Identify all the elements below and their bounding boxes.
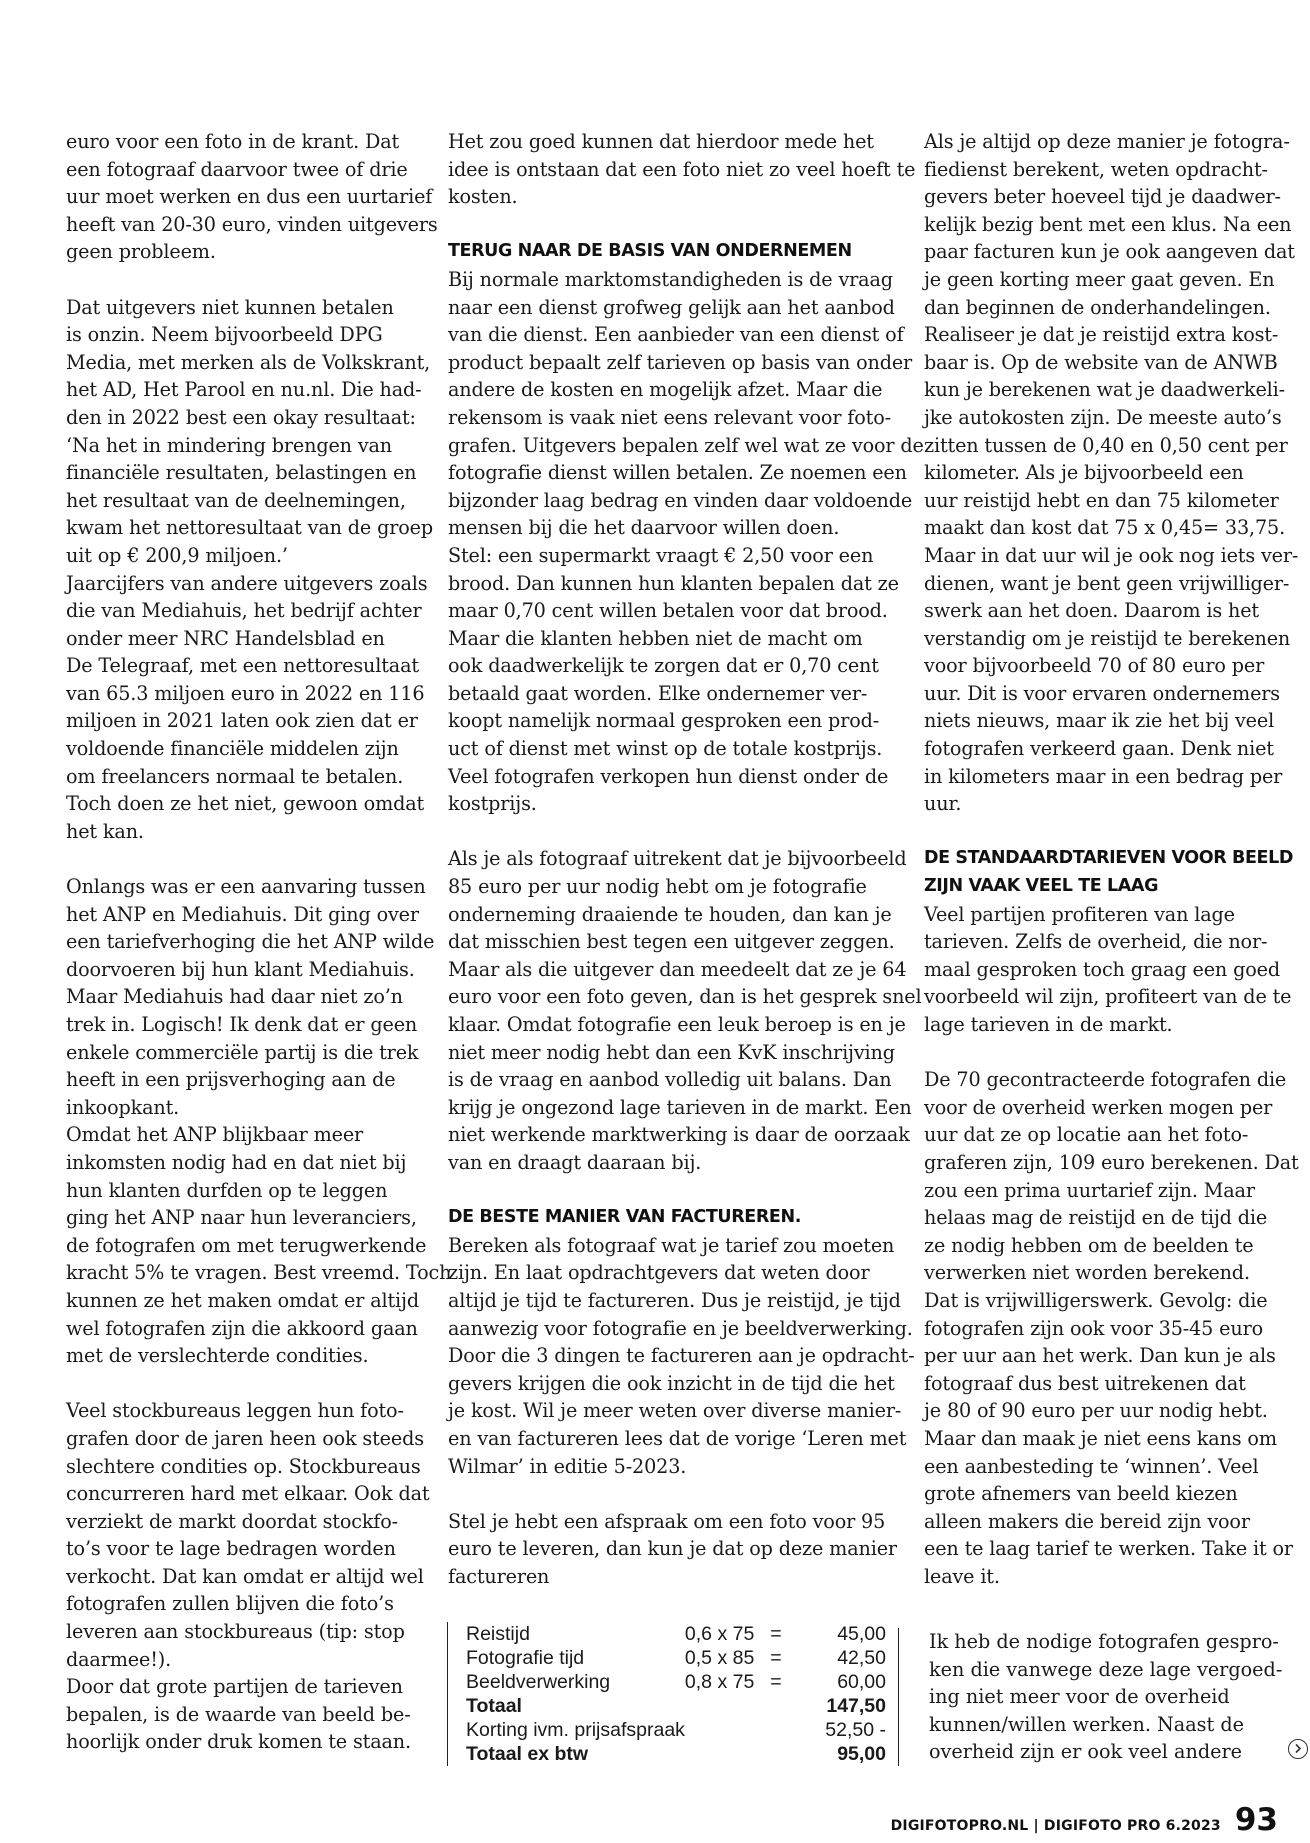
text-line: Bereken als fotograaf wat je tarief zou moeten <box>448 1233 895 1257</box>
text-line: trek in. Logisch! Ik denk dat er geen <box>66 1013 418 1036</box>
invoice-amount: 52,50 - <box>825 1719 886 1741</box>
text-line: van 65.3 miljoen euro in 2022 en 116 <box>66 681 425 705</box>
paragraph-break <box>924 1039 1294 1067</box>
text-line: Maar Mediahuis had daar niet zo’n <box>66 985 403 1009</box>
invoice-row <box>466 1718 886 1742</box>
text-line: lage tarieven in de markt. <box>924 1013 1173 1036</box>
section-heading: DE STANDAARDTARIEVEN VOOR BEELD <box>924 848 1293 869</box>
invoice-label: Totaal <box>466 1695 522 1717</box>
paragraph-break <box>448 1177 896 1205</box>
text-line: tarieven. Zelfs de overheid, die nor- <box>924 930 1268 954</box>
text-line: bepalen, is de waarde van beeld be- <box>66 1702 411 1726</box>
text-line: Wilmar’ in editie 5-2023. <box>448 1454 687 1478</box>
text-line: uur. Dit is voor ervaren ondernemers <box>924 681 1280 705</box>
invoice-row <box>466 1694 886 1718</box>
invoice-label: Totaal ex btw <box>466 1743 589 1765</box>
text-line: om freelancers normaal te betalen. <box>66 764 404 788</box>
text-line: daarmee!). <box>66 1647 172 1671</box>
text-line: Stel: een supermarkt vraagt € 2,50 voor een <box>448 543 874 567</box>
text-line: maar 0,70 cent willen betalen voor dat brood. <box>448 599 888 623</box>
text-line: niets nieuws, maar ik zie het bij veel <box>924 709 1275 733</box>
text-line: het ANP en Mediahuis. Dit ging over <box>66 902 419 926</box>
text-line: leave it. <box>924 1564 1000 1588</box>
text-line: Als je altijd op deze manier je fotogra- <box>924 130 1290 153</box>
text-line: onderneming draaiende te houden, dan kan je <box>448 902 892 926</box>
invoice-equals: = <box>770 1623 782 1645</box>
text-line: dan beginnen de onderhandelingen. <box>924 295 1271 319</box>
text-line: zitten tussen de 0,40 en 0,50 cent per <box>924 433 1288 457</box>
article-column-1 <box>66 128 452 1756</box>
text-line: betaald gaat worden. Elke ondernemer ver- <box>448 681 868 705</box>
text-line: verwerken niet worden berekend. <box>924 1261 1250 1285</box>
text-line: en van factureren lees dat de vorige ‘Leren met <box>448 1426 907 1450</box>
text-line: euro te leveren, dan kun je dat op deze manier <box>448 1537 897 1561</box>
paragraph-break <box>66 266 418 294</box>
text-line: Ik heb de nodige fotografen gespro- <box>929 1630 1279 1653</box>
page-footer <box>891 1802 1278 1836</box>
text-line: ‘Na het in mindering brengen van <box>66 433 393 457</box>
text-line: Als je als fotograaf uitrekent dat je bijvoorbeeld <box>448 847 907 871</box>
text-line: fotografen zijn ook voor 35-45 euro <box>924 1316 1264 1340</box>
text-line: kostprijs. <box>448 792 537 816</box>
article-column-2 <box>448 128 924 1590</box>
text-line: het kan. <box>66 819 144 843</box>
text-line: miljoen in 2021 laten ook zien dat er <box>66 709 418 733</box>
section-heading: ZIJN VAAK VEEL TE LAAG <box>924 876 1159 897</box>
text-line: zijn. En laat opdrachtgevers dat weten door <box>448 1261 870 1285</box>
text-line: maakt dan kost dat 75 x 0,45= 33,75. <box>924 516 1286 540</box>
text-line: financiële resultaten, belastingen en <box>66 461 417 485</box>
text-line: je kost. Wil je meer weten over diverse manier- <box>448 1399 902 1423</box>
invoice-label: Reistijd <box>466 1623 530 1645</box>
text-line: onder meer NRC Handelsblad en <box>66 626 385 650</box>
text-line: brood. Dan kunnen hun klanten bepalen dat ze <box>448 571 899 595</box>
text-line: fotografie dienst willen betalen. Ze noemen een <box>448 461 907 485</box>
text-line: Maar als die uitgever dan meedeelt dat ze je 64 <box>448 957 907 981</box>
invoice-example-table <box>447 1622 886 1766</box>
invoice-calc: 0,8 x 75 <box>684 1671 755 1693</box>
text-line: dat misschien best tegen een uitgever zeggen. <box>448 930 895 954</box>
text-line: Onlangs was er een aanvaring tussen <box>66 875 426 899</box>
text-line: kunnen ze het maken omdat er altijd <box>66 1288 419 1312</box>
text-line: andere de kosten en mogelijk afzet. Maar die <box>448 378 883 402</box>
text-line: Toch doen ze het niet, gewoon omdat <box>66 792 425 816</box>
text-line: ook daadwerkelijk te zorgen dat er 0,70 cent <box>448 654 879 678</box>
text-line: Maar dan maak je niet eens kans om <box>924 1426 1277 1450</box>
text-line: alleen makers die bereid zijn voor <box>924 1509 1250 1533</box>
text-line: die van Mediahuis, het bedrijf achter <box>66 599 422 623</box>
text-line: aanwezig voor fotografie en je beeldverwerking. <box>448 1316 913 1340</box>
invoice-row <box>466 1622 886 1646</box>
text-line: Dat is vrijwilligerswerk. Gevolg: die <box>924 1288 1268 1312</box>
text-line: uct of dienst met winst op de totale kostprijs. <box>448 737 883 761</box>
text-line: de fotografen om met terugwerkende <box>66 1233 427 1257</box>
invoice-row <box>466 1646 886 1670</box>
text-line: idee is ontstaan dat een foto niet zo veel hoeft te <box>448 157 916 181</box>
text-line: een tariefverhoging die het ANP wilde <box>66 930 435 954</box>
text-line: mensen bij die het daarvoor willen doen. <box>448 516 840 540</box>
paragraph-break <box>448 818 896 846</box>
text-line: Bij normale marktomstandigheden is de vraag <box>448 267 893 291</box>
text-line: uur. <box>924 792 962 816</box>
paragraph-break <box>66 1370 418 1398</box>
invoice-calc: 0,5 x 85 <box>684 1647 755 1669</box>
text-line: overheid zijn er ook veel andere <box>929 1740 1243 1764</box>
text-line: een fotograaf daarvoor twee of drie <box>66 157 408 181</box>
text-line: swerk aan het doen. Daarom is het <box>924 599 1259 623</box>
text-line: fotografen verkeerd gaan. Denk niet <box>924 737 1274 761</box>
text-line: Veel stockbureaus leggen hun foto- <box>66 1399 404 1423</box>
page-number: 93 <box>1234 1802 1278 1838</box>
invoice-row <box>466 1742 886 1766</box>
text-line: Media, met merken als de Volkskrant, <box>66 350 431 374</box>
text-line: De Telegraaf, met een nettoresultaat <box>66 654 419 678</box>
invoice-calc <box>685 1742 770 1766</box>
text-line: wel fotografen zijn die akkoord gaan <box>66 1316 418 1340</box>
text-line: kunnen/willen werken. Naast de <box>929 1712 1244 1736</box>
text-line: inkomsten nodig had en dat niet bij <box>66 1150 407 1174</box>
text-line: het resultaat van de deelnemingen, <box>66 488 406 512</box>
text-line: gevers beter hoeveel tijd je daadwer- <box>924 185 1281 209</box>
paragraph-break <box>924 818 1294 846</box>
text-line: Realiseer je dat je reistijd extra kost- <box>924 323 1279 347</box>
invoice-amount: 45,00 <box>837 1623 886 1645</box>
text-line: hun klanten durfden op te leggen <box>66 1178 388 1202</box>
text-line: geen probleem. <box>66 240 216 264</box>
text-line: voor bijvoorbeeld 70 of 80 euro per <box>924 654 1265 678</box>
paragraph-break <box>448 211 896 239</box>
text-line: kwam het nettoresultaat van de groep <box>66 516 433 540</box>
text-line: Maar die klanten hebben niet de macht om <box>448 626 863 650</box>
text-line: slechtere condities op. Stockbureaus <box>66 1454 421 1478</box>
text-line: verkocht. Dat kan omdat er altijd wel <box>66 1564 424 1588</box>
continue-arrow-icon <box>1288 1739 1308 1759</box>
text-line: leveren aan stockbureaus (tip: stop <box>66 1620 405 1644</box>
invoice-equals <box>770 1718 802 1742</box>
text-line: heeft van 20-30 euro, vinden uitgevers <box>66 212 438 236</box>
text-line: Het zou goed kunnen dat hierdoor mede het <box>448 130 874 153</box>
text-line: helaas mag de reistijd en de tijd die <box>924 1206 1268 1230</box>
text-line: Stel je hebt een afspraak om een foto voor 95 <box>448 1509 886 1533</box>
text-line: verziekt de markt doordat stockfo- <box>66 1509 398 1533</box>
text-line: het AD, Het Parool en nu.nl. Die had- <box>66 378 422 402</box>
text-line: uur dat ze op locatie aan het foto- <box>924 1123 1249 1147</box>
invoice-amount: 147,50 <box>826 1695 886 1717</box>
text-line: niet meer nodig hebt dan een KvK inschrijving <box>448 1040 895 1064</box>
text-line: voldoende financiële middelen zijn <box>66 737 399 761</box>
invoice-equals: = <box>770 1647 782 1669</box>
text-line: voorbeeld wil zijn, profiteert van de te <box>924 985 1292 1009</box>
text-line: klaar. Omdat fotografie een leuk beroep is en je <box>448 1013 906 1036</box>
text-line: Veel partijen profiteren van lage <box>924 902 1235 926</box>
invoice-amount: 60,00 <box>837 1671 886 1693</box>
sidebar-note <box>898 1628 1283 1766</box>
text-line: grafen. Uitgevers bepalen zelf wel wat ze voor de <box>448 433 924 457</box>
footer-source: DIGIFOTOPRO.NL | DIGIFOTO PRO 6.2023 <box>890 1818 1221 1834</box>
text-line: kilometer. Als je bijvoorbeeld een <box>924 461 1244 485</box>
text-line: concurreren hard met elkaar. Ook dat <box>66 1482 430 1506</box>
invoice-calc <box>685 1718 770 1742</box>
invoice-calc: 0,6 x 75 <box>684 1623 755 1645</box>
text-line: per uur aan het werk. Dan kun je als <box>924 1344 1276 1368</box>
text-line: Maar in dat uur wil je ook nog iets ver- <box>924 543 1299 567</box>
invoice-amount: 95,00 <box>837 1743 886 1765</box>
text-line: 85 euro per uur nodig hebt om je fotografie <box>448 875 867 899</box>
text-line: Door dat grote partijen de tarieven <box>66 1675 403 1699</box>
text-line: je 80 of 90 euro per uur nodig hebt. <box>924 1399 1268 1423</box>
invoice-amount: 42,50 <box>837 1647 886 1669</box>
text-line: ing niet meer voor de overheid <box>929 1685 1230 1709</box>
text-line: kelijk bezig bent met een klus. Na een <box>924 212 1292 236</box>
text-line: van die dienst. Een aanbieder van een dienst of <box>448 323 904 347</box>
invoice-equals <box>770 1694 802 1718</box>
text-line: in kilometers maar in een bedrag per <box>924 764 1283 788</box>
text-line: ze nodig hebben om de beelden te <box>924 1233 1254 1257</box>
text-line: Door die 3 dingen te factureren aan je opdracht- <box>448 1344 915 1368</box>
text-line: graferen zijn, 109 euro berekenen. Dat <box>924 1150 1299 1174</box>
text-line: jke autokosten zijn. De meeste auto’s <box>924 405 1282 429</box>
invoice-label: Beeldverwerking <box>466 1671 611 1693</box>
text-line: van en draagt daaraan bij. <box>448 1150 702 1174</box>
text-line: met de verslechterde condities. <box>66 1344 369 1368</box>
text-line: to’s voor te lage bedragen worden <box>66 1537 396 1561</box>
text-line: altijd je tijd te factureren. Dus je reistijd, je tijd <box>448 1288 901 1312</box>
text-line: krijg je ongezond lage tarieven in de markt. Een <box>448 1095 912 1119</box>
text-line: koopt namelijk normaal gesproken een prod- <box>448 709 880 733</box>
text-line: uit op € 200,9 miljoen.’ <box>66 543 288 567</box>
text-line: een te laag tarief te werken. Take it or <box>924 1537 1293 1561</box>
text-line: paar facturen kun je ook aangeven dat <box>924 240 1295 264</box>
text-line: euro voor een foto geven, dan is het gesprek snel <box>448 985 922 1009</box>
text-line: fotografen zullen blijven die foto’s <box>66 1592 394 1616</box>
invoice-label: Fotografie tijd <box>466 1647 585 1669</box>
section-heading: DE BESTE MANIER VAN FACTUREREN. <box>448 1207 801 1228</box>
text-line: Veel fotografen verkopen hun dienst onder de <box>448 764 889 788</box>
text-line: ken die vanwege deze lage vergoed- <box>929 1657 1283 1681</box>
text-line: is de vraag en aanbod volledig uit balans. Dan <box>448 1068 892 1092</box>
invoice-equals <box>770 1742 802 1766</box>
text-line: naar een dienst grofweg gelijk aan het aanbod <box>448 295 895 319</box>
text-line: zou een prima uurtarief zijn. Maar <box>924 1178 1255 1202</box>
text-line: ging het ANP naar hun leveranciers, <box>66 1206 417 1230</box>
text-line: Omdat het ANP blijkbaar meer <box>66 1123 364 1147</box>
text-line: niet werkende marktwerking is daar de oorzaak <box>448 1123 910 1147</box>
text-line: baar is. Op de website van de ANWB <box>924 350 1278 374</box>
text-line: enkele commerciële partij is die trek <box>66 1040 419 1064</box>
text-line: bijzonder laag bedrag en vinden daar voldoende <box>448 488 913 512</box>
text-line: kracht 5% te vragen. Best vreemd. Toch <box>66 1261 452 1285</box>
text-line: is onzin. Neem bijvoorbeeld DPG <box>66 323 383 347</box>
text-line: verstandig om je reistijd te berekenen <box>924 626 1291 650</box>
text-line: inkoopkant. <box>66 1095 180 1119</box>
text-line: rekensom is vaak niet eens relevant voor foto- <box>448 405 891 429</box>
invoice-equals: = <box>770 1671 782 1693</box>
text-line: product bepaalt zelf tarieven op basis van onder <box>448 350 913 374</box>
text-line: je geen korting meer gaat geven. En <box>924 267 1275 291</box>
text-line: euro voor een foto in de krant. Dat <box>66 130 400 153</box>
text-line: voor de overheid werken mogen per <box>924 1095 1273 1119</box>
invoice-label: Korting ivm. prijsafspraak <box>466 1719 685 1741</box>
text-line: uur reistijd hebt en dan 75 kilometer <box>924 488 1279 512</box>
text-line: Dat uitgevers niet kunnen betalen <box>66 295 394 319</box>
paragraph-break <box>448 1480 896 1508</box>
text-line: gevers krijgen die ook inzicht in de tijd die het <box>448 1371 895 1395</box>
text-line: een aanbesteding te ‘winnen’. Veel <box>924 1454 1259 1478</box>
text-line: hoorlijk onder druk komen te staan. <box>66 1730 411 1754</box>
text-line: grafen door de jaren heen ook steeds <box>66 1426 424 1450</box>
section-heading: TERUG NAAR DE BASIS VAN ONDERNEMEN <box>448 241 852 262</box>
text-line: factureren <box>448 1564 550 1588</box>
paragraph-break <box>66 845 418 873</box>
text-line: fotograaf dus best uitrekenen dat <box>924 1371 1246 1395</box>
text-line: kun je berekenen wat je daadwerkeli- <box>924 378 1285 402</box>
text-line: kosten. <box>448 185 518 209</box>
text-line: doorvoeren bij hun klant Mediahuis. <box>66 957 415 981</box>
text-line: De 70 gecontracteerde fotografen die <box>924 1068 1287 1092</box>
text-line: uur moet werken en dus een uurtarief <box>66 185 433 209</box>
text-line: Jaarcijfers van andere uitgevers zoals <box>66 571 428 595</box>
invoice-row <box>466 1670 886 1694</box>
text-line: fiedienst berekent, weten opdracht- <box>924 157 1268 181</box>
text-line: maal gesproken toch graag een goed <box>924 957 1280 981</box>
text-line: grote afnemers van beeld kiezen <box>924 1482 1238 1506</box>
article-column-3 <box>924 128 1299 1590</box>
invoice-calc <box>685 1694 770 1718</box>
text-line: den in 2022 best een okay resultaat: <box>66 405 416 429</box>
text-line: heeft in een prijsverhoging aan de <box>66 1068 396 1092</box>
text-line: dienen, want je bent geen vrijwilliger- <box>924 571 1290 595</box>
